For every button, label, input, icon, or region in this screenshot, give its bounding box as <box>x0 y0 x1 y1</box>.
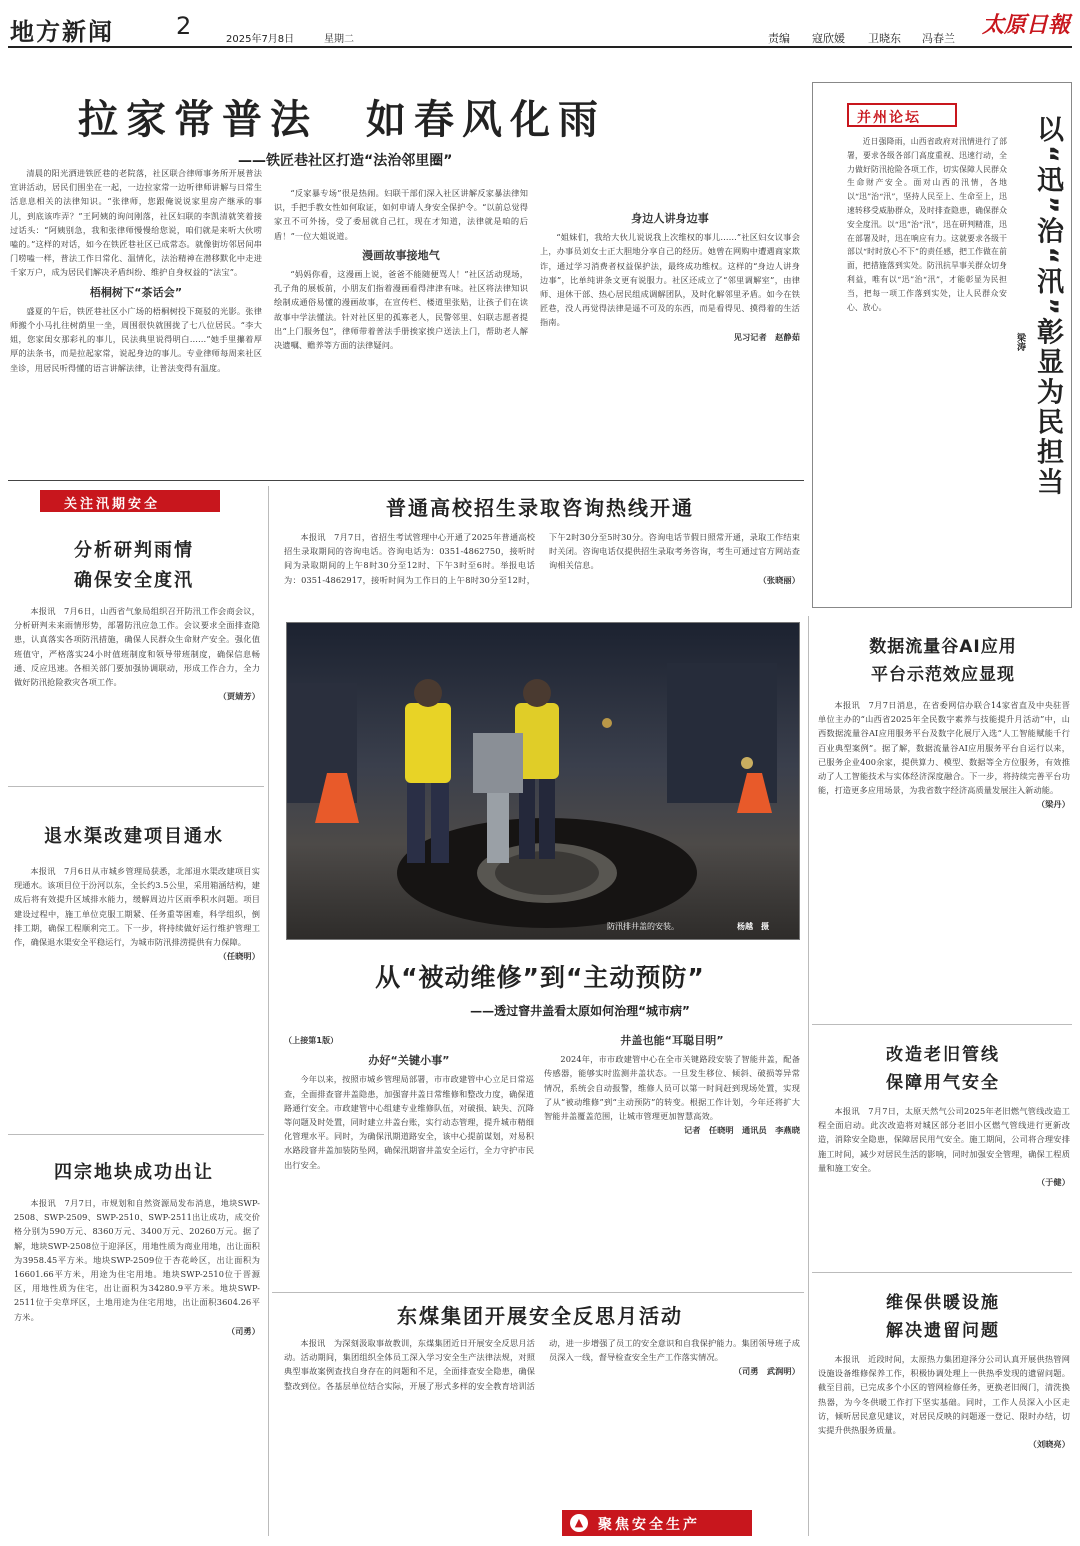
coal-title: 东煤集团开展安全反思月活动 <box>397 1304 683 1328</box>
lead-byline: 见习记者 赵静茹 <box>733 331 800 342</box>
ai-para: 本报讯 7月7日消息，在省委网信办联合14家省直及中央驻晋单位主办的“山西省2025年全民数字素养与技能提升月活动”中，山西数据流量谷AI应用服务平台及数字化展厅入选“人工智能赋能千行百业典型案例”。据了解，数据流量谷AI应用服务平台自运行以来，已服务企业400余家，提供算力、模型、数据等全方位服务，有效推动了人工智能技术与实体经济深度融合。下一步，将持续完善平台功能，打造更多应用场景，为我省数字经济高质量发展注入新动能。 <box>818 700 1070 796</box>
issue-weekday: 星期二 <box>324 34 354 45</box>
ai-byline: （梁丹） <box>1036 799 1070 810</box>
manhole-col1 <box>284 1028 534 1290</box>
manhole-para: 2024年，市市政建管中心在全市关键路段安装了智能井盖，配备传感器，能够实时监测井盖状态。一旦发生移位、倾斜、破损等异常情况，系统会自动报警，维修人员可以第一时间赶到现场处置，实现了从“被动维修”到“主动预防”的转变。根据工作计划，今年还将扩大智能井盖覆盖范围，让城市管理更加智慧高效。 <box>544 1054 800 1122</box>
gas-title: 保障用气安全 <box>886 1073 1000 1093</box>
heating-para: 本报讯 近段时间，太原热力集团迎泽分公司认真开展供热管网设施设备维修保养工作，积极协调处理上一供热季发现的遗留问题。截至目前，已完成多个小区的管网检修任务，更换老旧阀门，清洗换热器，为今冬供暖工作打下坚实基础。同时，工作人员深入小区走访，倾听居民意见建议，对居民反映的问题逐一登记、限时办结，切实提升供热服务质量。 <box>818 1354 1070 1436</box>
safety-icon: ▲ <box>570 1514 588 1532</box>
manhole-byline: 记者 任晓明 通讯员 李燕晓 <box>683 1125 800 1136</box>
manhole-title: 从“被动维修”到“主动预防” <box>375 963 705 992</box>
lead-col2-para: “妈妈你看，这漫画上说，爸爸不能随便骂人！”社区活动现场，孔子角的展板前，小朋友们指着漫画看得津津有味。社区将法律知识绘制成通俗易懂的漫画故事，在宣传栏、楼道里张贴，让孩子们在读故事中学法懂法。针对社区里的孤寡老人，民警邻里、妇联志愿者提出“上门服务包”，律师带着普法手册挨家挨户送法上门，帮助老人解决遗嘱、赡养等方面的法律疑问。 <box>274 269 528 351</box>
flood-banner <box>40 490 220 512</box>
coal-body <box>284 1336 800 1506</box>
heating-title: 维保供暖设施 <box>886 1293 1000 1313</box>
lead-subtitle: ——铁匠巷社区打造“法治邻里圈” <box>238 153 453 169</box>
editor-name: 寇欣媛 <box>812 32 845 45</box>
gas-body <box>818 1104 1070 1264</box>
gas-para: 本报讯 7月7日，太原天然气公司2025年老旧燃气管线改造工程全面启动。此次改造将对城区部分老旧小区燃气管线进行更新改造，消除安全隐患，保障居民用气安全。施工期间，公司将合理安排施工时间，减少对居民生活的影响，同时加强安全管理，确保工程质量和施工安全。 <box>818 1106 1070 1173</box>
manhole-subhead: 办好“关键小事” <box>368 1054 450 1068</box>
page-header <box>8 6 1072 46</box>
land-title: 四宗地块成功出让 <box>54 1162 214 1183</box>
lead-headline: 拉家常普法 如春风化雨 <box>78 97 606 143</box>
manhole-subhead: 井盖也能“耳聪目明” <box>620 1034 724 1047</box>
editor-name: 卫晓东 <box>868 32 901 45</box>
land-para: 本报讯 7月7日，市规划和自然资源局发布消息，地块SWP-2508、SWP-2509、SWP-2510、SWP-2511出让成功，成交价格分别为590万元、8360万元、3400万元、20260万元。据了解，地块SWP-2508位于迎泽区，用地性质为商业用地，出让面积为3958.45平方米。地块SWP-2509位于杏花岭区，出让面积为16601.66平方米，用途为住宅用地。地块SWP-2510位于晋源区，用地性质为住宅，出让面积为34280.9平方米。地块SWP-2511位于尖草坪区，土地用途为住宅用地，出让面积3604.26平方米。 <box>14 1198 260 1322</box>
commentary-tag <box>847 103 957 127</box>
canal-body <box>14 864 260 1124</box>
lead-col3-subhead: 身边人讲身边事 <box>631 212 709 225</box>
manhole-subtitle: ——透过窨井盖看太原如何治理“城市病” <box>470 1004 690 1018</box>
commentary-title: 以“迅”治“汛”彰显为民担当 <box>1032 115 1063 498</box>
lead-col2 <box>274 186 528 468</box>
lead-col2-para: “反家暴专场”很是热闹。妇联干部们深入社区讲解反家暴法律知识，手把手教女性如何取证，如何申请人身安全保护令。“以前总觉得家丑不可外扬，受了委屈就自己扛，现在才知道，法律就是咱的后盾！”一位大姐说道。 <box>274 188 528 241</box>
gas-byline: （于健） <box>1036 1177 1070 1188</box>
issue-date: 2025年7月8日 <box>226 34 295 45</box>
editor-name: 冯春兰 <box>922 32 955 45</box>
flood-byline: （贾婧芳） <box>218 691 260 702</box>
ai-title: 平台示范效应显现 <box>871 665 1015 685</box>
photo-illustration <box>287 623 800 940</box>
editor-label: 责编 <box>768 32 790 45</box>
canal-title: 退水渠改建项目通水 <box>44 826 224 847</box>
coal-para: 本报讯 为深刻汲取事故教训，东煤集团近日开展安全反思月活动。活动期间，集团组织全体员工深入学习安全生产法律法规，对照典型事故案例查找自身存在的问题和不足，全面排查安全隐患，确保整改到位。各基层单位结合实际，开展了形式多样的安全教育培训活动，进一步增强了员工的安全意识和自我保护能力。集团领导班子成员深入一线，督导检查安全生产工作落实情况。 <box>284 1338 800 1391</box>
canal-byline: （任晓明） <box>218 951 260 962</box>
heating-byline: （刘晓亮） <box>1028 1439 1070 1450</box>
heating-body <box>818 1352 1070 1538</box>
flood-title: 分析研判雨情 <box>74 540 194 561</box>
commentary-box <box>812 82 1072 608</box>
flood-para: 本报讯 7月6日，山西省气象局组织召开防汛工作会商会议，分析研判未来雨情形势，部署防汛应急工作。会议要求全面排查隐患，认真落实各项防汛措施，确保人民群众生命财产安全。强化值班值守，严格落实24小时值班制度和领导带班制度，确保信息畅通、反应迅速。各相关部门要加强协调联动，形成工作合力，全力做好防汛抢险救灾各项工作。 <box>14 606 260 688</box>
lead-col1-para: 盛夏的午后，铁匠巷社区小广场的梧桐树投下斑驳的光影。张律师搬个小马扎往树荫里一坐，周围很快就围拢了七八位居民。“李大姐，您家闺女那彩礼的事儿，民法典里说得明白……”她手里攥着厚厚的法条书，而是拉起家常，说起身边的事儿。专业律师每周来社区坐诊，用居民听得懂的语言讲解法律，让普法变得有温度。 <box>10 305 262 373</box>
land-byline: （司勇） <box>226 1325 260 1336</box>
canal-para: 本报讯 7月6日从市城乡管理局获悉，北部退水渠改建项目实现通水。该项目位于汾河以东，全长约3.5公里，采用箱涵结构，建成后将有效提升区域排水能力，缓解周边片区雨季积水问题。项目建设过程中，施工单位克服工期紧、任务重等困难，科学组织，倒排工期，确保工程顺利完工。下一步，将持续做好运行维护管理工作，确保退水渠安全平稳运行，为城市防汛排涝提供有力保障。 <box>14 866 260 948</box>
hotline-body <box>284 530 800 616</box>
flood-title: 确保安全度汛 <box>74 570 194 591</box>
commentary-body: 近日强降雨，山西省政府对汛情进行了部署，要求各级各部门高度重视、迅速行动，全力做好防汛抢险各项工作，切实保障人民群众生命财产安全。面对山西的汛情，各地以“迅”治“汛”，坚持人民至上、生命至上，迅速转移受威胁群众，及时排查隐患，确保群众安全度汛。以“迅”治“汛”，迅在研判精准，迅在部署及时，迅在响应有力。这就要求各级干部以“时时放心不下”的责任感，把工作做在前面，把措施落到实处。防汛抗旱事关群众切身利益，唯有以“迅”治“汛”，才能彰显为民担当，把每一项工作落到实处，让人民群众安心、放心。 <box>847 137 1007 312</box>
lead-col1-para: 清晨的阳光洒进铁匠巷的老院落，社区联合律师事务所开展普法宣讲活动，居民们围坐在一起，一边拉家常一边听律师讲解与日常生活息息相关的法律知识。“张律师，您跟俺说说家里房产继承的事儿，到底该咋弄？”王阿姨的询问刚落，社区妇联的李凯清就笑着接过话头：“阿姨别急，我和张律师慢慢给您说，咱们就是来听大伙唠嗑的。”这样的对话，如今在铁匠巷社区已成常态。就像街坊邻居间串门唠嗑一样，普法工作日常化、温情化，法治精神在潜移默化中走进千家万户，成为居民们解决矛盾纠纷、维护自身权益的“法宝”。 <box>10 168 262 278</box>
manhole-para: 今年以来，按照市城乡管理局部署，市市政建管中心立足日常巡查，全面排查窨井盖隐患，加强窨井盖日常维修和整改力度，确保道路通行安全。市政建管中心组建专业维修队伍，对破损、缺失、沉降等问题及时处置，同时建立井盖台账，实行动态管理，提升城市精细化管理水平。同时，为确保汛期道路安全，该中心提前谋划，对易积水路段窨井盖加装防坠网，确保汛期窨井盖安全运行，全力守护市民出行安全。 <box>284 1074 534 1170</box>
section-title: 地方新闻 <box>10 18 114 46</box>
hotline-title: 普通高校招生录取咨询热线开通 <box>386 496 694 520</box>
photo-caption: 防汛排井盖的安装。 <box>607 922 679 931</box>
lead-col2-subhead: 漫画故事接地气 <box>362 248 440 262</box>
lead-col3-para: “姐妹们，我给大伙儿说说我上次维权的事儿……”社区妇女议事会上，办事员刘女士正大胆地分享自己的经历。她曾在网购中遭遇商家欺诈，通过学习消费者权益保护法，最终成功维权。这样的“身边人讲身边事”，比单纯讲条文更有说服力。社区还成立了“邻里调解室”，由律师、退休干部、热心居民组成调解团队，及时化解邻里矛盾。如今在铁匠巷，没人再觉得法律是遥不可及的东西，而是看得见、摸得着的生活指南。 <box>540 232 800 328</box>
coal-byline: （司勇 武润明） <box>733 1366 800 1377</box>
commentary-author: 梁涛 <box>1015 333 1025 351</box>
flood-banner-label: 关注汛期安全 <box>64 497 161 512</box>
land-body <box>14 1196 260 1540</box>
masthead-logo: 太原日報 <box>982 12 1071 38</box>
photo-credit: 杨越 摄 <box>737 921 769 931</box>
manhole-col2 <box>544 1028 800 1290</box>
lead-story <box>8 56 804 476</box>
lead-col3 <box>540 206 800 468</box>
ai-title: 数据流量谷AI应用 <box>869 637 1017 657</box>
ai-body <box>818 698 1070 1022</box>
gas-title: 改造老旧管线 <box>886 1045 1000 1065</box>
news-photo <box>286 622 800 940</box>
manhole-continued: （上接第1版） <box>284 1036 339 1045</box>
hotline-byline: （张晓丽） <box>758 574 800 585</box>
page-number: 2 <box>176 12 192 40</box>
lead-col1 <box>10 166 262 468</box>
safety-banner-label: 聚焦安全生产 <box>598 1517 700 1533</box>
flood-body <box>14 604 260 774</box>
hotline-para: 本报讯 7月7日，省招生考试管理中心开通了2025年普通高校招生录取期间的咨询电话。咨询电话为：0351-4862750，接听时间为录取期间的上午8时30分至12时、下午3时至6时。举报电话为：0351-4862917，接听时间为工作日的上午8时30分至12时，下午2时30分至5时30分。咨询电话节假日照常开通，录取工作结束时关闭。咨询电话仅提供招生录取考务咨询，考生可通过官方网站查询相关信息。 <box>284 532 800 585</box>
safety-banner <box>562 1510 752 1536</box>
lead-col1-subhead: 梧桐树下“茶话会” <box>89 285 183 299</box>
commentary-tag-label: 并州论坛 <box>857 110 921 126</box>
heating-title: 解决遗留问题 <box>886 1321 1000 1341</box>
